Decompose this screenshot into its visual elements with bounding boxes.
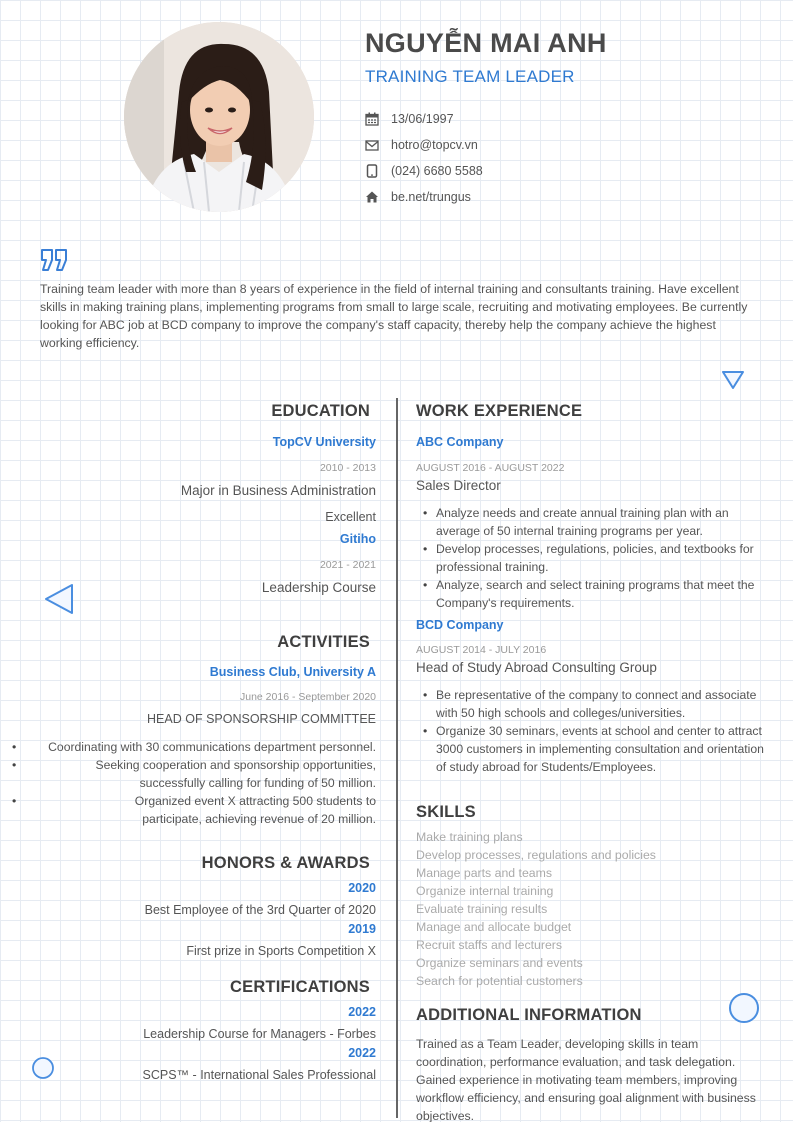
skill-item: Organize internal training bbox=[416, 884, 554, 898]
honors-title: HONORS & AWARDS bbox=[201, 854, 370, 872]
list-item: • Coordinating with 30 communications department personnel. bbox=[20, 738, 376, 756]
candidate-name: NGUYỄN MAI ANH bbox=[365, 28, 607, 58]
honor-text: Best Employee of the 3rd Quarter of 2020 bbox=[144, 903, 376, 917]
skill-item: Recruit staffs and lecturers bbox=[416, 938, 563, 952]
honor-year: 2020 bbox=[348, 881, 376, 895]
summary-text: Training team leader with more than 8 years of experience in the field of internal training and consultants training. Have excellent skills in making training plans, implementing programs from small to large scale, recruiting and motivating employees. Be currently looking for ABC job at BCD company to improve the company's staff capacity, thereby help the company achieve the highest working efficiency. bbox=[40, 282, 748, 350]
skill-item: Make training plans bbox=[416, 830, 523, 844]
list-item: • Analyze, search and select training programs that meet the Company's requirements. bbox=[436, 576, 776, 612]
home-icon bbox=[363, 190, 381, 204]
contact-list bbox=[363, 106, 483, 210]
skills-title: SKILLS bbox=[416, 803, 476, 821]
triangle-left-decoration-icon bbox=[42, 581, 76, 617]
job-company: BCD Company bbox=[416, 618, 504, 632]
certification-text: SCPS™ - International Sales Professional bbox=[142, 1068, 376, 1082]
job-dates: AUGUST 2014 - JULY 2016 bbox=[416, 644, 547, 656]
phone-text: (024) 6680 5588 bbox=[391, 164, 483, 178]
skill-item: Manage parts and teams bbox=[416, 866, 553, 880]
activity-organization: Business Club, University A bbox=[209, 665, 376, 679]
education-title: EDUCATION bbox=[271, 402, 370, 420]
education-major: Leadership Course bbox=[261, 580, 376, 595]
job-dates: AUGUST 2016 - AUGUST 2022 bbox=[416, 462, 565, 474]
job-position: Sales Director bbox=[416, 478, 501, 493]
certification-year: 2022 bbox=[348, 1046, 376, 1060]
activity-position: HEAD OF SPONSORSHIP COMMITTEE bbox=[147, 712, 376, 726]
phone-icon bbox=[363, 164, 381, 178]
profile-photo bbox=[124, 22, 314, 212]
contact-phone bbox=[363, 158, 483, 184]
small-circle-decoration-icon bbox=[31, 1056, 55, 1080]
education-dates: 2021 - 2021 bbox=[319, 559, 376, 571]
job-bullets bbox=[416, 686, 776, 776]
envelope-icon bbox=[363, 138, 381, 152]
education-dates: 2010 - 2013 bbox=[319, 462, 376, 474]
skill-item: Manage and allocate budget bbox=[416, 920, 572, 934]
job-bullets bbox=[416, 504, 776, 612]
contact-birthday bbox=[363, 106, 483, 132]
email-link[interactable]: hotro@topcv.vn bbox=[391, 138, 478, 152]
additional-text: Trained as a Team Leader, developing skills in team coordination, performance evaluation, and task delegation. Gained experience in motivating team members, improving workflow efficiency, and ensuring goal alignment with business objectives. bbox=[416, 1037, 756, 1122]
education-school: Gitiho bbox=[339, 532, 376, 546]
skill-item: Organize seminars and events bbox=[416, 956, 583, 970]
job-position: Head of Study Abroad Consulting Group bbox=[416, 660, 657, 675]
quote-icon bbox=[40, 248, 70, 272]
circle-decoration-icon bbox=[728, 992, 762, 1026]
certification-text: Leadership Course for Managers - Forbes bbox=[143, 1027, 376, 1041]
skills-list bbox=[416, 828, 656, 990]
contact-website bbox=[363, 184, 483, 210]
skill-item: Search for potential customers bbox=[416, 974, 583, 988]
list-item: • Develop processes, regulations, policies, and textbooks for professional training. bbox=[436, 540, 776, 576]
candidate-role: TRAINING TEAM LEADER bbox=[365, 67, 575, 86]
calendar-icon bbox=[363, 112, 381, 126]
list-item: • Analyze needs and create annual training plan with an average of 50 internal training programs per year. bbox=[436, 504, 776, 540]
contact-email bbox=[363, 132, 483, 158]
education-major: Major in Business Administration bbox=[180, 483, 376, 498]
birthday-text: 13/06/1997 bbox=[391, 112, 454, 126]
list-item: • Organize 30 seminars, events at school and center to attract 3000 customers in implementing consultation and orientation of study abroad for Students/Employees. bbox=[436, 722, 776, 776]
certification-year: 2022 bbox=[348, 1005, 376, 1019]
education-note: Excellent bbox=[325, 510, 376, 524]
skill-item: Develop processes, regulations and policies bbox=[416, 848, 656, 862]
website-link[interactable]: be.net/trungus bbox=[391, 190, 471, 204]
activity-bullets bbox=[20, 738, 376, 828]
list-item: • Be representative of the company to connect and associate with 50 high schools and colleges/universities. bbox=[436, 686, 776, 722]
list-item: • Seeking cooperation and sponsorship opportunities, successfully calling for funding of 50 million. bbox=[20, 756, 376, 792]
certifications-title: CERTIFICATIONS bbox=[230, 978, 370, 996]
activity-dates: June 2016 - September 2020 bbox=[239, 691, 376, 703]
education-school: TopCV University bbox=[272, 435, 376, 449]
honor-text: First prize in Sports Competition X bbox=[186, 944, 376, 958]
column-divider bbox=[396, 398, 398, 1118]
triangle-decoration-icon bbox=[720, 369, 746, 391]
activities-title: ACTIVITIES bbox=[277, 633, 370, 651]
list-item: • Organized event X attracting 500 students to participate, achieving revenue of 20 million. bbox=[20, 792, 376, 828]
skill-item: Evaluate training results bbox=[416, 902, 548, 916]
honor-year: 2019 bbox=[348, 922, 376, 936]
job-company: ABC Company bbox=[416, 435, 504, 449]
additional-title: ADDITIONAL INFORMATION bbox=[416, 1006, 642, 1024]
work-title: WORK EXPERIENCE bbox=[416, 402, 583, 420]
